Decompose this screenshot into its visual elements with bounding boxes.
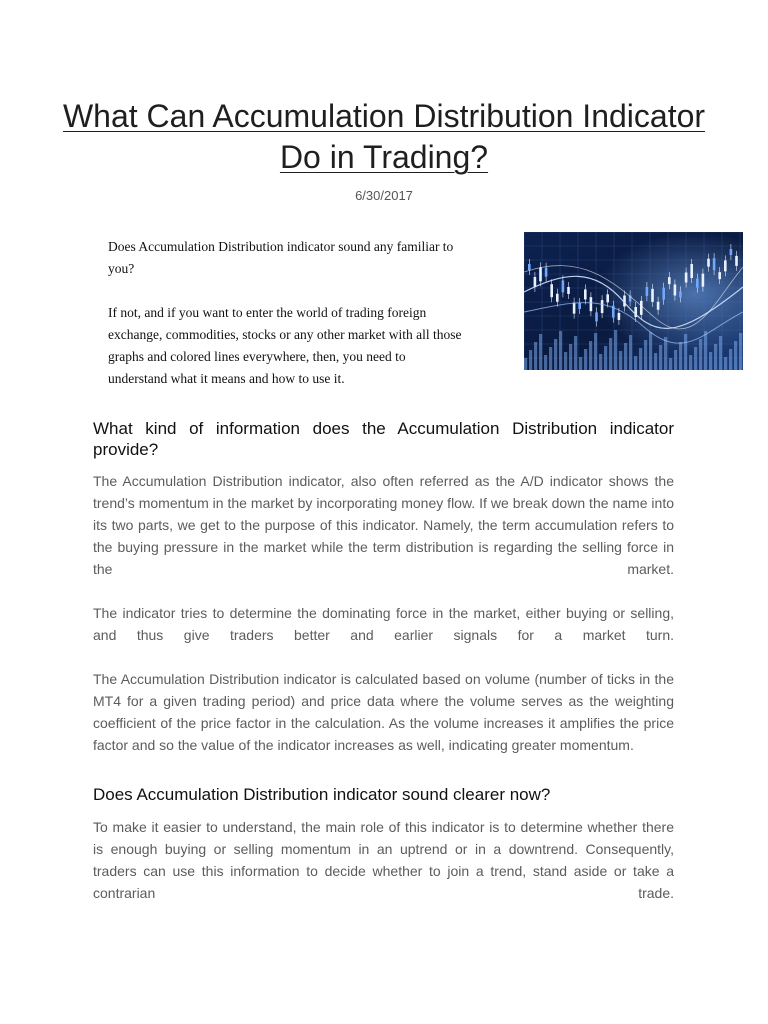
- body-paragraph: [93, 816, 674, 904]
- paragraph-text: The Accumulation Distribution indicator, also often referred as the A/D indicator shows the trend’s momentum in the market by incorporating money flow. If we break down the name into its two parts, we get to the purpose of this indicator. Namely, the term accumulation refers to the buying pressure in the market while the term distribution is regarding the selling force in the market.: [93, 473, 674, 577]
- paragraph-text: The indicator tries to determine the dominating force in the market, either buying or selling, and thus give traders better and earlier signals for a market turn.: [93, 605, 674, 643]
- paragraph-text: The Accumulation Distribution indicator is calculated based on volume (number of ticks in the MT4 for a given trading period) and price data where the volume serves as the weighting coefficient of the price factor in the calculation. As the volume increases it amplifies the price factor and so the value of the indicator increases as well, indicating greater momentum.: [93, 671, 674, 753]
- paragraph-text: To make it easier to understand, the main role of this indicator is to determine whether there is enough buying or selling momentum in an uptrend or in a downtrend. Consequently, traders can use this information to decide whether to join a trend, stand aside or take a contrarian trade.: [93, 819, 674, 901]
- intro-text: [108, 236, 468, 390]
- section-heading: What kind of information does the Accumulation Distribution indicator provide?: [93, 419, 674, 459]
- body-paragraph: [93, 602, 674, 646]
- section-heading: Does Accumulation Distribution indicator sound clearer now?: [93, 785, 551, 804]
- page-title: What Can Accumulation Distribution Indicator Do in Trading?: [62, 98, 706, 175]
- stock-chart-photo: [524, 232, 743, 370]
- body-paragraph: [93, 470, 674, 580]
- body-paragraph: [93, 668, 674, 756]
- intro-paragraph: Does Accumulation Distribution indicator sound any familiar to you?: [108, 239, 454, 276]
- intro-paragraph: If not, and if you want to enter the world of trading foreign exchange, commodities, stocks or any other market with all those graphs and colored lines everywhere, then, you need to understand what it means and how to use it.: [108, 305, 462, 386]
- publish-date: 6/30/2017: [355, 188, 413, 203]
- stock-chart-illustration: [524, 232, 743, 370]
